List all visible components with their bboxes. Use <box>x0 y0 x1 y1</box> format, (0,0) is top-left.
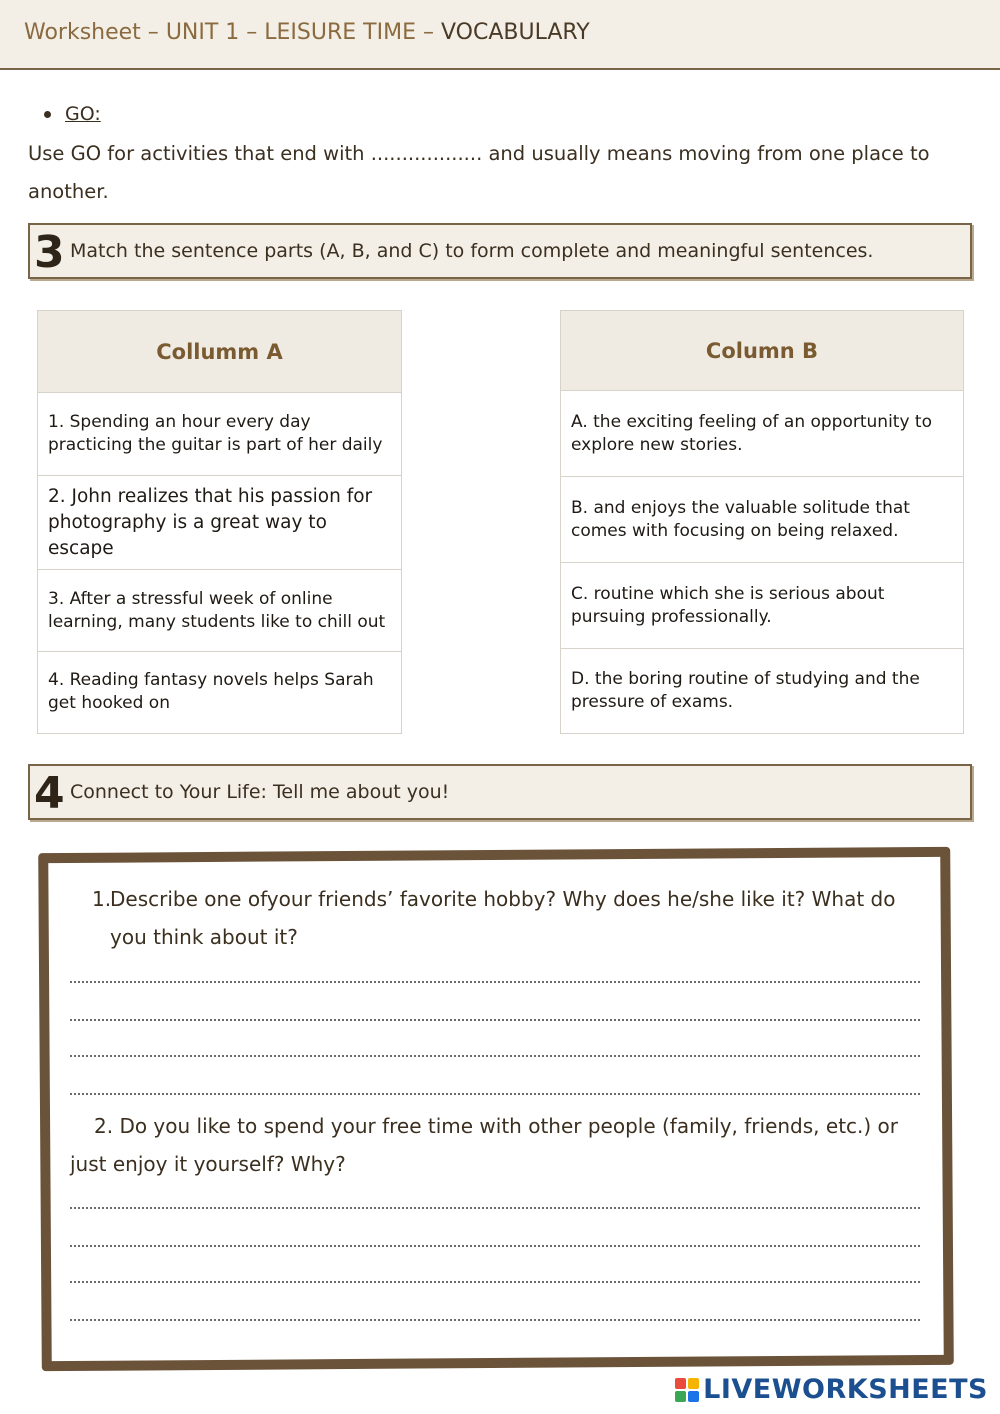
page-header <box>0 0 1000 70</box>
column-a-item: 2. John realizes that his passion for photography is a great way to escape <box>38 476 401 570</box>
go-explanation: Use GO for activities that end with .................. and usually means moving from one place to another. <box>28 142 930 203</box>
section-3-banner <box>28 223 972 279</box>
column-b-item: C. routine which she is serious about pursuing professionally. <box>561 563 963 649</box>
column-a-item: 1. Spending an hour every day practicing the guitar is part of her daily <box>38 393 401 476</box>
section-4-instruction: Connect to Your Life: Tell me about you! <box>70 781 450 803</box>
column-b-header: Column B <box>561 311 963 391</box>
logo-square-blue <box>688 1391 699 1402</box>
answer-line-5[interactable] <box>70 1207 920 1209</box>
column-b-item: D. the boring routine of studying and the pressure of exams. <box>571 669 920 712</box>
answer-line-2[interactable] <box>70 1019 920 1021</box>
logo-text: LIVEWORKSHEETS <box>703 1374 988 1405</box>
column-a-item: 3. After a stressful week of online learning, many students like to chill out <box>38 570 401 652</box>
answer-line-6[interactable] <box>70 1245 920 1247</box>
section-4-number: 4 <box>34 768 65 819</box>
header-title <box>24 20 590 45</box>
answer-line-8[interactable] <box>70 1319 920 1321</box>
question-1-text: Describe one ofyour friends’ favorite hobby? Why does he/she like it? What do you think about it? <box>110 887 896 949</box>
answer-line-4[interactable] <box>70 1093 920 1095</box>
column-a-header: Collumm A <box>38 311 401 393</box>
answer-line-3[interactable] <box>70 1055 920 1057</box>
section-4-banner <box>28 764 972 820</box>
column-b-item: B. and enjoys the valuable solitude that comes with focusing on being relaxed. <box>561 477 963 563</box>
logo-square-red <box>675 1378 686 1389</box>
logo-square-yellow <box>688 1378 699 1389</box>
column-b-table <box>560 310 964 734</box>
liveworksheets-logo <box>675 1374 988 1405</box>
header-prefix: Worksheet <box>24 20 141 45</box>
section-3-number: 3 <box>34 227 65 278</box>
column-a-table <box>37 310 402 734</box>
header-separator: – <box>140 20 166 45</box>
header-middle: UNIT 1 – LEISURE TIME – <box>165 20 434 45</box>
header-strong: VOCABULARY <box>440 20 590 45</box>
section-3-instruction: Match the sentence parts (A, B, and C) to form complete and meaningful sentences. <box>70 240 874 262</box>
question-2-text: 2. Do you like to spend your free time with other people (family, friends, etc.) or just enjoy it yourself? Why? <box>70 1114 899 1176</box>
logo-square-green <box>675 1391 686 1402</box>
answer-line-7[interactable] <box>70 1281 920 1283</box>
question-1-number: 1. <box>92 887 112 911</box>
answer-line-1[interactable] <box>70 981 920 983</box>
bullet-icon <box>44 111 51 118</box>
go-bullet <box>44 103 101 125</box>
column-a-item: 4. Reading fantasy novels helps Sarah get hooked on <box>48 670 374 713</box>
column-b-item: A. the exciting feeling of an opportunity to explore new stories. <box>561 391 963 477</box>
go-label: GO: <box>65 103 101 125</box>
logo-icon <box>675 1378 699 1402</box>
